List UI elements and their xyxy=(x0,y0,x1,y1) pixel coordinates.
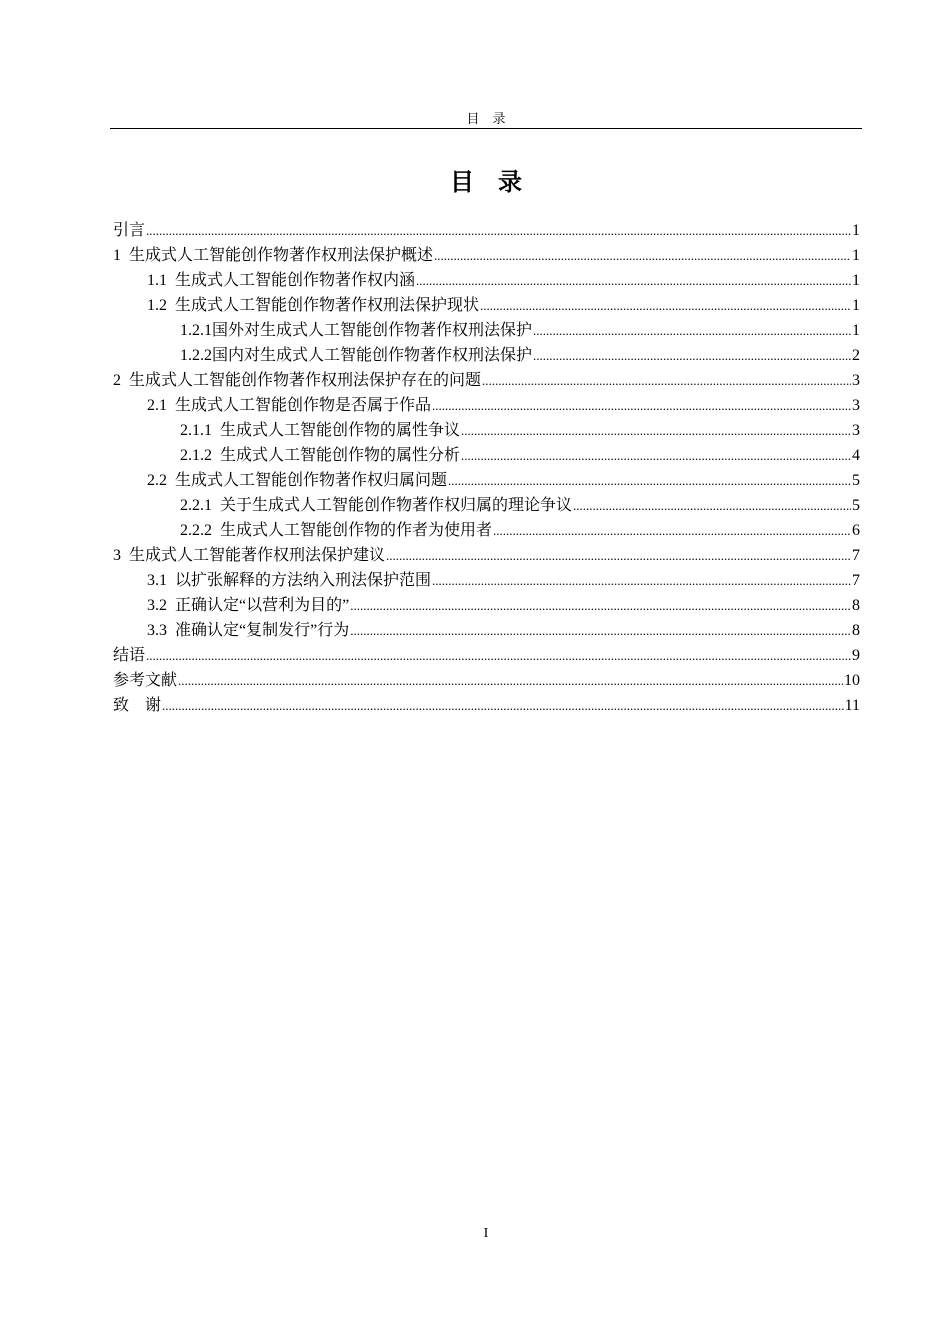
toc-entry-2-2-1[interactable] xyxy=(113,493,860,518)
toc-entry-2-2[interactable] xyxy=(113,468,860,493)
toc-entry-page: 1 xyxy=(852,247,860,264)
toc-entry-title: 生成式人工智能创作物的属性争议 xyxy=(220,422,461,439)
toc-entry-number: 2.2.2 xyxy=(180,522,212,539)
toc-entry-number: 2.1.2 xyxy=(180,447,212,464)
toc-leader-dots xyxy=(432,568,851,593)
toc-entry-number: 1.2 xyxy=(147,297,167,314)
toc-entry-page: 10 xyxy=(844,672,860,689)
page-title: 目 录 xyxy=(450,168,522,196)
toc-entry-title: 生成式人工智能创作物著作权刑法保护存在的问题 xyxy=(129,372,482,389)
toc-entry-1-2-2[interactable] xyxy=(113,343,860,368)
toc-leader-dots xyxy=(350,593,851,618)
table-of-contents xyxy=(113,218,860,718)
toc-entry-page: 6 xyxy=(852,522,860,539)
toc-leader-dots xyxy=(350,618,851,643)
toc-entry-title: 国内对生成式人工智能创作物著作权刑法保护 xyxy=(212,347,533,364)
toc-leader-dots xyxy=(482,368,851,393)
toc-leader-dots xyxy=(573,493,851,518)
toc-leader-dots xyxy=(416,268,851,293)
toc-entry-number: 1.2.2 xyxy=(180,347,212,364)
toc-entry-1-2[interactable] xyxy=(113,293,860,318)
toc-entry-page: 1 xyxy=(852,297,860,314)
toc-entry-title: 正确认定“以营利为目的” xyxy=(175,597,350,614)
toc-entry-page: 4 xyxy=(852,447,860,464)
running-header: 目 录 xyxy=(466,111,506,126)
toc-entry-3-2[interactable] xyxy=(113,593,860,618)
toc-entry-page: 5 xyxy=(852,472,860,489)
toc-leader-dots xyxy=(461,418,851,443)
toc-entry-2-1-2[interactable] xyxy=(113,443,860,468)
toc-entry-number: 3.3 xyxy=(147,622,167,639)
toc-entry-title: 结语 xyxy=(113,647,146,664)
toc-leader-dots xyxy=(448,468,851,493)
toc-entry-number: 2.1 xyxy=(147,397,167,414)
toc-entry-page: 1 xyxy=(852,222,860,239)
toc-leader-dots xyxy=(146,218,851,243)
toc-entry-title: 关于生成式人工智能创作物著作权归属的理论争议 xyxy=(220,497,573,514)
toc-entry-number: 2.2.1 xyxy=(180,497,212,514)
toc-entry-number: 1.1 xyxy=(147,272,167,289)
toc-entry-title: 国外对生成式人工智能创作物著作权刑法保护 xyxy=(212,322,533,339)
toc-entry-conclusion[interactable] xyxy=(113,643,860,668)
toc-entry-title: 生成式人工智能创作物著作权归属问题 xyxy=(175,472,448,489)
toc-entry-page: 3 xyxy=(852,422,860,439)
toc-entry-title: 生成式人工智能创作物著作权刑法保护概述 xyxy=(129,247,434,264)
toc-entry-chapter-2[interactable] xyxy=(113,368,860,393)
toc-entry-title: 生成式人工智能创作物著作权内涵 xyxy=(175,272,416,289)
toc-entry-number: 1.2.1 xyxy=(180,322,212,339)
toc-entry-number: 1 xyxy=(113,247,121,264)
toc-entry-title: 参考文献 xyxy=(113,672,178,689)
toc-entry-title: 生成式人工智能创作物的作者为使用者 xyxy=(220,522,493,539)
toc-leader-dots xyxy=(461,443,851,468)
toc-leader-dots xyxy=(533,343,851,368)
toc-entry-page: 5 xyxy=(852,497,860,514)
toc-entry-intro[interactable] xyxy=(113,218,860,243)
toc-entry-page: 8 xyxy=(852,597,860,614)
toc-entry-title: 致 谢 xyxy=(113,697,162,714)
toc-entry-number: 3.2 xyxy=(147,597,167,614)
toc-entry-title: 以扩张解释的方法纳入刑法保护范围 xyxy=(175,572,432,589)
toc-leader-dots xyxy=(146,643,851,668)
toc-entry-page: 8 xyxy=(852,622,860,639)
toc-entry-page: 3 xyxy=(852,372,860,389)
toc-entry-title: 生成式人工智能创作物是否属于作品 xyxy=(175,397,432,414)
toc-entry-acknowledgements[interactable] xyxy=(113,693,860,718)
toc-entry-3-3[interactable] xyxy=(113,618,860,643)
header-rule xyxy=(110,128,862,129)
toc-entry-page: 7 xyxy=(852,572,860,589)
toc-entry-page: 11 xyxy=(844,697,860,714)
toc-entry-2-2-2[interactable] xyxy=(113,518,860,543)
toc-leader-dots xyxy=(434,243,851,268)
toc-leader-dots xyxy=(386,543,851,568)
toc-entry-1-1[interactable] xyxy=(113,268,860,293)
toc-entry-1-2-1[interactable] xyxy=(113,318,860,343)
toc-entry-references[interactable] xyxy=(113,668,860,693)
toc-entry-chapter-1[interactable] xyxy=(113,243,860,268)
toc-entry-title: 准确认定“复制发行”行为 xyxy=(175,622,350,639)
toc-entry-number: 2.2 xyxy=(147,472,167,489)
toc-leader-dots xyxy=(162,693,844,718)
toc-entry-3-1[interactable] xyxy=(113,568,860,593)
toc-entry-title: 生成式人工智能创作物的属性分析 xyxy=(220,447,461,464)
toc-leader-dots xyxy=(178,668,843,693)
toc-leader-dots xyxy=(432,393,851,418)
toc-entry-page: 1 xyxy=(852,322,860,339)
toc-entry-title: 生成式人工智能创作物著作权刑法保护现状 xyxy=(175,297,480,314)
toc-entry-title: 引言 xyxy=(113,222,146,239)
page-number: I xyxy=(483,1226,489,1241)
toc-entry-2-1-1[interactable] xyxy=(113,418,860,443)
toc-entry-2-1[interactable] xyxy=(113,393,860,418)
toc-entry-number: 3 xyxy=(113,547,121,564)
toc-entry-page: 2 xyxy=(852,347,860,364)
toc-leader-dots xyxy=(533,318,851,343)
toc-entry-page: 1 xyxy=(852,272,860,289)
toc-entry-page: 7 xyxy=(852,547,860,564)
toc-entry-page: 9 xyxy=(852,647,860,664)
toc-entry-title: 生成式人工智能著作权刑法保护建议 xyxy=(129,547,386,564)
toc-entry-number: 2 xyxy=(113,372,121,389)
toc-leader-dots xyxy=(493,518,851,543)
toc-leader-dots xyxy=(480,293,851,318)
toc-entry-page: 3 xyxy=(852,397,860,414)
toc-entry-number: 2.1.1 xyxy=(180,422,212,439)
toc-entry-chapter-3[interactable] xyxy=(113,543,860,568)
toc-entry-number: 3.1 xyxy=(147,572,167,589)
